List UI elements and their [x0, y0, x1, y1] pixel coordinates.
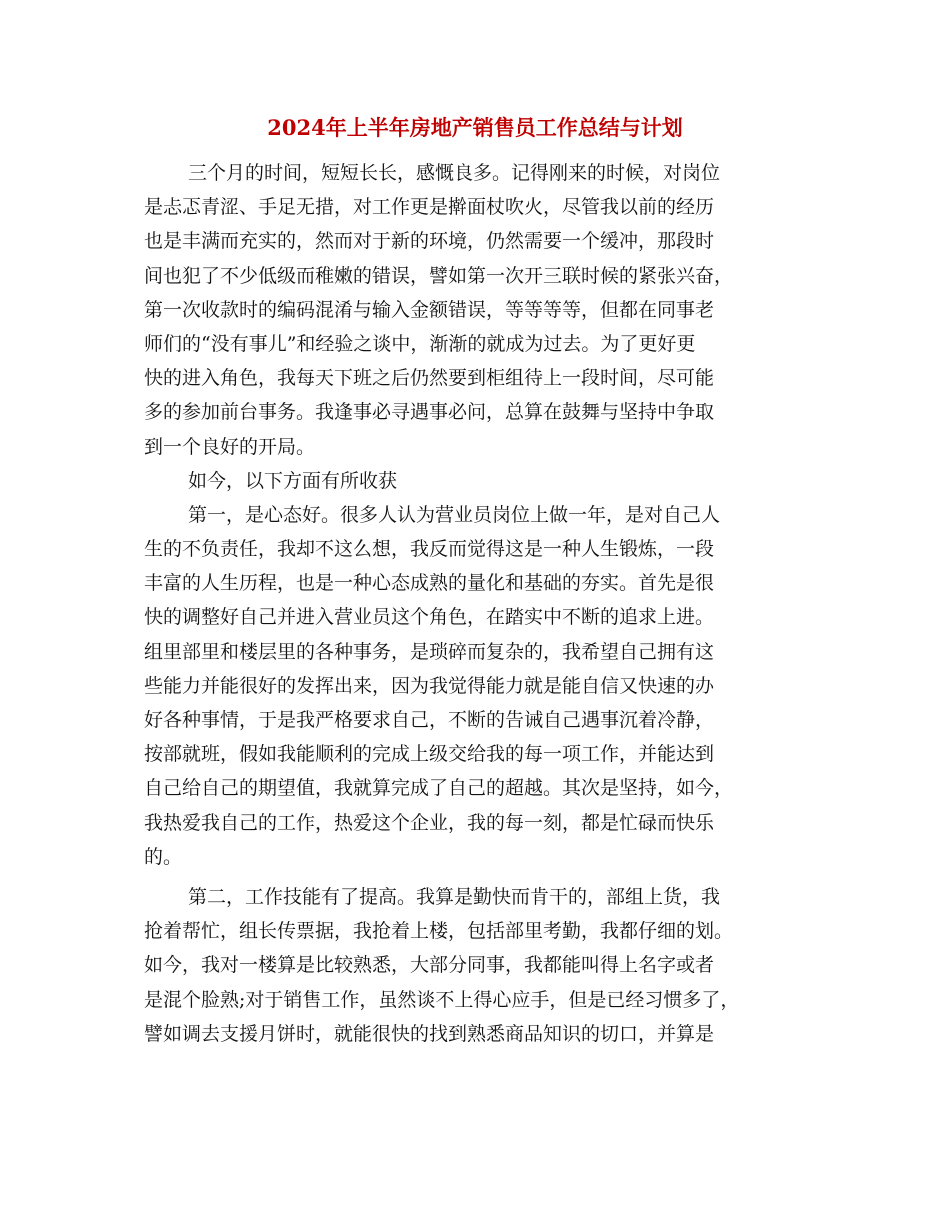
paragraph-first	[144, 498, 810, 874]
document-body	[144, 156, 810, 1051]
text-line: 我热爱我自己的工作，热爱这个企业，我的每一刻，都是忙碌而快乐	[144, 811, 715, 834]
text-line: 抢着帮忙，组长传票据，我抢着上楼，包括部里考勤，我都仔细的划。	[144, 920, 734, 943]
text-line: 第一，是心态好。很多人认为营业员岗位上做一年，是对自己人	[188, 503, 721, 526]
text-line: 譬如调去支援月饼时，就能很快的找到熟悉商品知识的切口，并算是	[144, 1022, 715, 1045]
text-line: 组里部里和楼层里的各种事务，是琐碎而复杂的，我希望自己拥有这	[144, 640, 715, 663]
text-line: 生的不负责任，我却不这么想，我反而觉得这是一种人生锻炼，一段	[144, 538, 715, 561]
text-line: 间也犯了不少低级而稚嫩的错误，譬如第一次开三联时候的紧张兴奋，	[144, 264, 734, 287]
text-line: 师们的“没有事儿”和经验之谈中，渐渐的就成为过去。为了更好更	[144, 332, 696, 355]
text-line: 三个月的时间，短短长长，感慨良多。记得刚来的时候，对岗位	[188, 162, 721, 184]
text-line: 的。	[144, 845, 183, 868]
text-line: 丰富的人生历程，也是一种心态成熟的量化和基础的夯实。首先是很	[144, 572, 715, 595]
text-line: 些能力并能很好的发挥出来，因为我觉得能力就是能自信又快速的办	[144, 674, 715, 697]
text-line: 好各种事情，于是我严格要求自己，不断的告诫自己遇事沉着冷静，	[144, 709, 715, 731]
text-line: 第二，工作技能有了提高。我算是勤快而肯干的，部组上货，我	[188, 885, 721, 908]
text-line: 自己给自己的期望值，我就算完成了自己的超越。其次是坚持，如今，	[144, 777, 734, 800]
text-line: 快的进入角色，我每天下班之后仍然要到柜组待上一段时间，尽可能	[144, 367, 715, 390]
text-line: 是混个脸熟;对于销售工作，虽然谈不上得心应手，但是已经习惯多了，	[144, 988, 740, 1011]
text-line: 是忐忑青涩、手足无措，对工作更是擀面杖吹火，尽管我以前的经历	[144, 196, 715, 219]
paragraph-harvest	[144, 464, 810, 498]
paragraph-second	[144, 880, 810, 1051]
text-line: 到一个良好的开局。	[144, 435, 316, 458]
text-line: 也是丰满而充实的，然而对于新的环境，仍然需要一个缓冲，那段时	[144, 230, 715, 253]
text-line: 第一次收款时的编码混淆与输入金额错误，等等等等，但都在同事老	[144, 298, 715, 321]
text-line: 如今，我对一楼算是比较熟悉，大部分同事，我都能叫得上名字或者	[144, 954, 715, 977]
text-line: 快的调整好自己并进入营业员这个角色，在踏实中不断的追求上进。	[144, 606, 715, 629]
text-line: 按部就班，假如我能顺利的完成上级交给我的每一项工作，并能达到	[144, 743, 715, 766]
text-line: 多的参加前台事务。我逢事必寻遇事必问，总算在鼓舞与坚持中争取	[144, 401, 715, 424]
paragraph-intro	[144, 156, 810, 464]
document-title: 2024年上半年房地产销售员工作总结与计划	[267, 115, 683, 140]
text-line: 如今，以下方面有所收获	[188, 469, 398, 492]
